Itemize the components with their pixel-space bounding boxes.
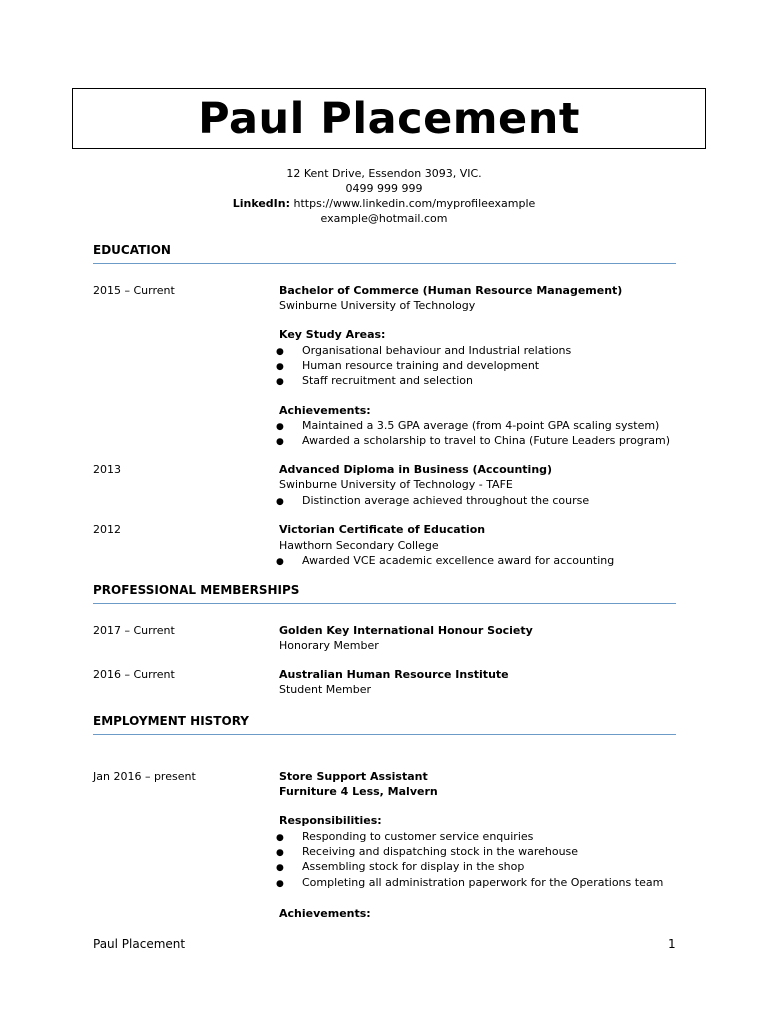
bullet-icon: ● — [276, 863, 284, 873]
contact-phone: 0499 999 999 — [345, 182, 423, 195]
bullet-icon: ● — [276, 347, 284, 357]
list-item: ● Completing all administration paperwork for the Operations team — [276, 875, 663, 892]
page-number: 1 — [668, 937, 676, 951]
contact-email[interactable]: example@hotmail.com — [320, 212, 448, 225]
list-item: ● Responding to customer service enquiries — [276, 829, 533, 846]
entry-date: 2015 – Current — [93, 284, 175, 297]
degree-title: Bachelor of Commerce (Human Resource Management) — [279, 284, 623, 297]
institution: Hawthorn Secondary College — [279, 539, 439, 552]
list-item: ● Awarded a scholarship to travel to China (Future Leaders program) — [276, 433, 670, 450]
list-item: ● Human resource training and development — [276, 358, 539, 375]
list-item: ● Organisational behaviour and Industrial relations — [276, 343, 571, 360]
institution: Swinburne University of Technology - TAFE — [279, 478, 513, 491]
bullet-icon: ● — [276, 362, 284, 372]
membership-role: Honorary Member — [279, 639, 379, 652]
bullet-icon: ● — [276, 833, 284, 843]
achievements-heading: Achievements: — [279, 907, 371, 920]
section-title-education: EDUCATION — [93, 243, 171, 257]
linkedin-label: LinkedIn: — [232, 197, 291, 210]
contact-address: 12 Kent Drive, Essendon 3093, VIC. — [286, 167, 482, 180]
section-rule — [93, 603, 676, 604]
contact-linkedin — [0, 196, 768, 211]
linkedin-url[interactable]: https://www.linkedin.com/myprofileexample — [293, 197, 536, 210]
membership-role: Student Member — [279, 683, 372, 696]
responsibilities-heading: Responsibilities: — [279, 814, 382, 827]
list-item: ● Staff recruitment and selection — [276, 373, 473, 390]
job-company: Furniture 4 Less, Malvern — [279, 785, 438, 798]
list-item: ● Assembling stock for display in the shop — [276, 859, 524, 876]
bullet-icon: ● — [276, 437, 284, 447]
bullet-icon: ● — [276, 557, 284, 567]
entry-date: Jan 2016 – present — [93, 770, 196, 783]
list-item: ● Distinction average achieved throughout the course — [276, 493, 589, 510]
study-areas-heading: Key Study Areas: — [279, 328, 386, 341]
list-item: ● Maintained a 3.5 GPA average (from 4-point GPA scaling system) — [276, 418, 659, 435]
entry-date: 2016 – Current — [93, 668, 175, 681]
institution: Swinburne University of Technology — [279, 299, 476, 312]
job-position: Store Support Assistant — [279, 770, 428, 783]
candidate-name: Paul Placement — [198, 93, 580, 144]
bullet-icon: ● — [276, 848, 284, 858]
achievements-heading: Achievements: — [279, 404, 371, 417]
entry-date: 2013 — [93, 463, 121, 476]
section-rule — [93, 734, 676, 735]
list-item: ● Awarded VCE academic excellence award for accounting — [276, 553, 614, 570]
list-item: ● Receiving and dispatching stock in the warehouse — [276, 844, 578, 861]
membership-org: Australian Human Resource Institute — [279, 668, 509, 681]
entry-date: 2017 – Current — [93, 624, 175, 637]
bullet-icon: ● — [276, 497, 284, 507]
degree-title: Victorian Certificate of Education — [279, 523, 486, 536]
degree-title: Advanced Diploma in Business (Accounting) — [279, 463, 553, 476]
section-title-employment: EMPLOYMENT HISTORY — [93, 714, 249, 728]
bullet-icon: ● — [276, 879, 284, 889]
bullet-icon: ● — [276, 377, 284, 387]
section-rule — [93, 263, 676, 264]
entry-date: 2012 — [93, 523, 121, 536]
bullet-icon: ● — [276, 422, 284, 432]
footer-name: Paul Placement — [93, 937, 186, 951]
name-box — [72, 88, 706, 149]
membership-org: Golden Key International Honour Society — [279, 624, 533, 637]
section-title-memberships: PROFESSIONAL MEMBERSHIPS — [93, 583, 300, 597]
